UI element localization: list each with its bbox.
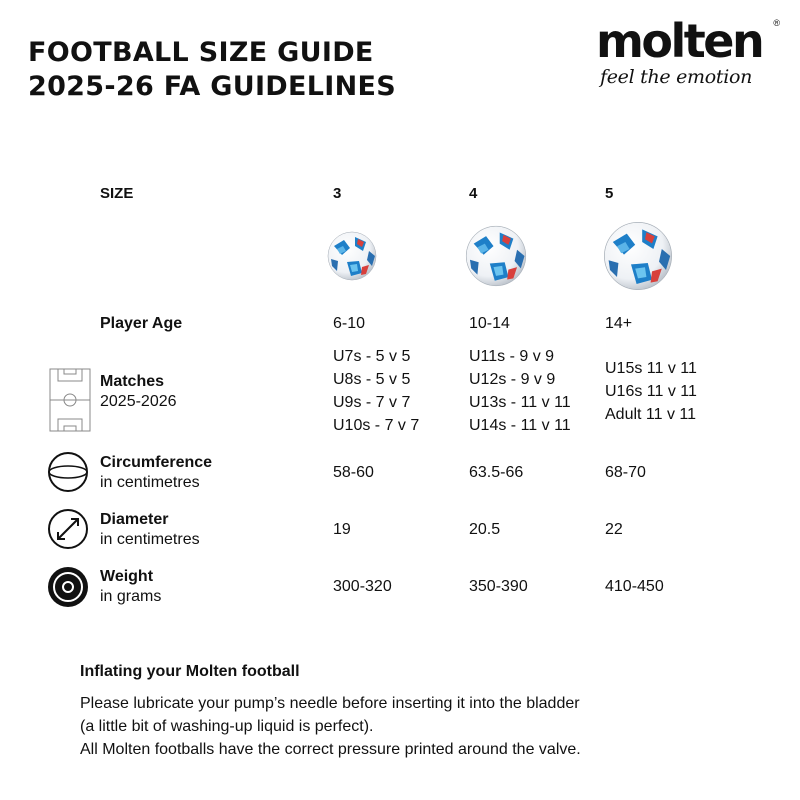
match-entry: Adult 11 v 11: [605, 406, 697, 423]
age-size-4: 10-14: [469, 315, 510, 332]
match-entry: U7s - 5 v 5: [333, 348, 411, 365]
matches-size-4: [469, 345, 571, 437]
football-size-5-image: [603, 221, 673, 291]
age-size-5: 14+: [605, 315, 633, 332]
match-entry: U12s - 9 v 9: [469, 371, 556, 388]
match-entry: U16s 11 v 11: [605, 383, 697, 400]
football-size-3-image: [327, 231, 377, 281]
weight-size-5: 410-450: [605, 578, 664, 595]
diameter-title: Diameter: [100, 511, 169, 528]
matches-size-5: [605, 357, 697, 426]
weight-size-3: 300-320: [333, 578, 392, 595]
circumference-size-5: 68-70: [605, 464, 646, 481]
page-title: [28, 36, 396, 104]
matches-size-3: [333, 345, 419, 437]
diameter-arrows-icon: [47, 508, 89, 550]
instruction-line: All Molten footballs have the correct pressure printed around the valve.: [80, 741, 581, 758]
match-entry: U9s - 7 v 7: [333, 394, 411, 411]
match-entry: U13s - 11 v 11: [469, 394, 571, 411]
circumference-label: [100, 453, 212, 493]
size-5-header: 5: [605, 185, 614, 202]
size-3-header: 3: [333, 185, 342, 202]
title-line-1: FOOTBALL SIZE GUIDE: [28, 37, 374, 68]
circumference-size-3: 58-60: [333, 464, 374, 481]
circumference-unit: in centimetres: [100, 474, 200, 491]
logo-tagline: feel the emotion: [600, 66, 753, 88]
diameter-size-3: 19: [333, 521, 351, 538]
match-entry: U15s 11 v 11: [605, 360, 697, 377]
weight-title: Weight: [100, 568, 154, 585]
weight-label: [100, 567, 161, 607]
football-pitch-icon: [49, 368, 91, 432]
circumference-title: Circumference: [100, 454, 213, 471]
weight-size-4: 350-390: [469, 578, 528, 595]
instruction-line: Please lubricate your pump’s needle before inserting it into the bladder: [80, 695, 580, 712]
matches-title: Matches: [100, 373, 165, 390]
match-entry: U10s - 7 v 7: [333, 417, 420, 434]
player-age-title: Player Age: [100, 315, 183, 332]
logo-wordmark: molten: [596, 14, 763, 68]
ball-circumference-icon: [47, 451, 89, 493]
diameter-size-5: 22: [605, 521, 623, 538]
title-line-2: 2025-26 FA GUIDELINES: [28, 71, 396, 102]
size-header-label: SIZE: [100, 185, 134, 202]
age-size-3: 6-10: [333, 315, 366, 332]
diameter-label: [100, 510, 200, 550]
molten-logo: [596, 16, 782, 92]
match-entry: U8s - 5 v 5: [333, 371, 411, 388]
inflation-heading: Inflating your Molten football: [80, 663, 300, 680]
weight-disc-icon: [47, 566, 89, 608]
weight-unit: in grams: [100, 588, 162, 605]
match-entry: U11s - 9 v 9: [469, 348, 555, 365]
diameter-unit: in centimetres: [100, 531, 200, 548]
match-entry: U14s - 11 v 11: [469, 417, 571, 434]
diameter-size-4: 20.5: [469, 521, 501, 538]
instruction-line: (a little bit of washing-up liquid is perfect).: [80, 718, 374, 735]
circumference-size-4: 63.5-66: [469, 464, 524, 481]
matches-label: [100, 372, 177, 412]
matches-season: 2025-2026: [100, 393, 177, 410]
size-4-header: 4: [469, 185, 478, 202]
player-age-label: [100, 314, 182, 334]
inflation-instructions: [80, 692, 780, 761]
football-size-4-image: [465, 225, 527, 287]
registered-mark: ®: [773, 18, 780, 28]
